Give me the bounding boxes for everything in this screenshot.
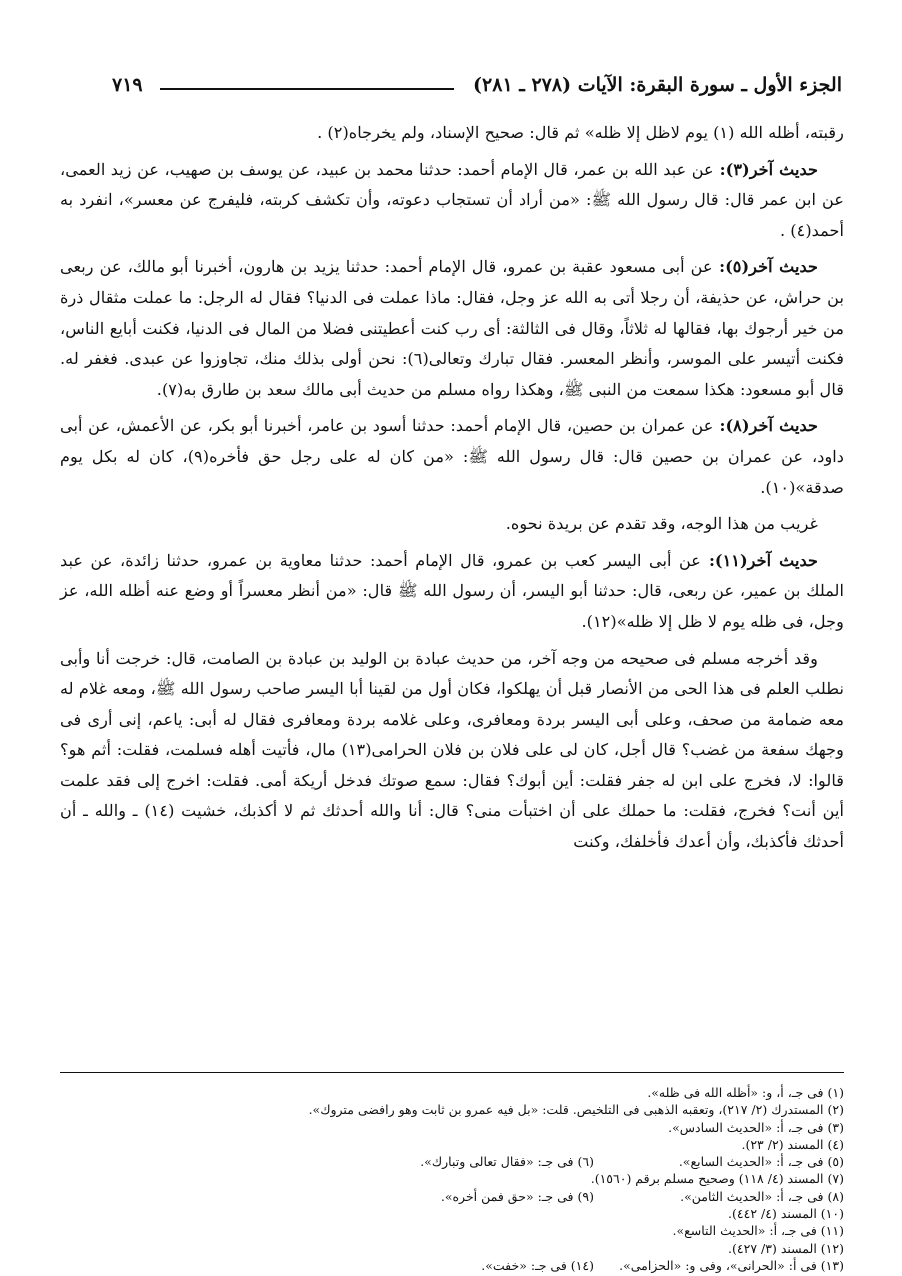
footnote: (٩) فى جـ: «حق فمن أخره».: [440, 1188, 594, 1204]
page-header: [112, 74, 842, 104]
footnote: (١١) فى جـ، أ: «الحديث التاسع».: [672, 1223, 844, 1239]
footnote: (٢) المستدرك (٢/ ٢١٧)، وتعقبه الذهبى فى التلخيص. قلت: «بل فيه عمرو بن ثابت وهو رافضى متروك».: [308, 1102, 844, 1118]
footnote-pair: [60, 1188, 844, 1205]
footnote: (١٢) المسند (٣/ ٤٢٧).: [728, 1240, 844, 1256]
paragraph-text: عن أبى اليسر كعب بن عمرو، قال الإمام أحمد: حدثنا معاوية بن عمرو، حدثنا زائدة، عن عبد الملك بن عمير، عن ربعى، قال: حدثنا أبو اليسر، أن رسول الله ﷺ قال: «من أنظر معسراً أو وضع عنه أظله الله، عز وجل، فى ظله يوم لا ظل إلا ظله»(١٢).: [60, 550, 844, 631]
main-text: [60, 118, 844, 864]
paragraph-text: رقبته، أظله الله (١) يوم لاظل إلا ظله» ثم قال: صحيح الإسناد، ولم يخرجاه(٢) .: [317, 123, 844, 142]
paragraph: [60, 155, 844, 247]
footnote-pair: [60, 1257, 844, 1274]
paragraph-lead: حديث آخر(٥):: [712, 257, 818, 277]
paragraph-text: غريب من هذا الوجه، وقد تقدم عن بريدة نحوه.: [505, 514, 818, 534]
paragraph-lead: حديث آخر(٨):: [713, 416, 818, 436]
paragraph-text: عن أبى مسعود عقبة بن عمرو، قال الإمام أحمد: حدثنا يزيد بن هارون، أخبرنا أبو مالك، عن ربعى بن حراش، عن حذيفة، أن رجلا أتى به الله عز وجل، فقال: ماذا عملت فى الدنيا؟ فقال له الرجل: ما عملت مثقال ذرة من خير أرجوك بها، فقالها له ثلاثاً، وقال فى الثالثة: أى رب كنت أعطيتنى فضلا من المال فى الدنيا، فكنت أبايع الناس، فكنت أتيسر على الموسر، وأنظر المعسر. فقال تبارك وتعالى(٦): نحن أولى بذلك منك، تجاوزوا عن عبدى. فغفر له. قال أبو مسعود: هكذا سمعت من النبى ﷺ، وهكذا رواه مسلم من حديث أبى مالك سعد بن طارق به(٧).: [60, 257, 844, 399]
footnote: (٨) فى جـ، أ: «الحديث الثامن».: [680, 1188, 844, 1204]
footnote: (١٣) فى أ: «الحرانى»، وفى و: «الحزامى».: [619, 1257, 844, 1273]
footnote: (٣) فى جـ، أ: «الحديث السادس».: [668, 1119, 844, 1135]
paragraph-text: وقد أخرجه مسلم فى صحيحه من وجه آخر، من حديث عبادة بن الوليد بن عبادة بن الصامت، قال: خرجت أنا وأبى نطلب العلم فى هذا الحى من الأنصار قبل أن يهلكوا، فكان أول من لقينا أبا اليسر صاحب رسول الله ﷺ، ومعه غلام له معه ضمامة من صحف، وعلى أبى اليسر بردة ومعافرى، وعلى غلامه بردة ومعافرى فقال له أبى: ياعم، إنى أرى فى وجهك سفعة من غضب؟ قال أجل، كان لى على فلان بن فلان الحرامى(١٣) مال، فأتيت أهله فسلمت، فقلت: أثم هو؟ قالوا: لا، فخرج على ابن له جفر فقلت: أين أبوك؟ فقال: سمع صوتك فدخل أريكة أمى. فقلت: اخرج إلى فقد علمت أين أنت؟ فخرج، فقلت: ما حملك على أن اختبأت منى؟ قال: أنا والله أحدثك ثم لا أكذبك، خشيت (١٤) ـ والله ـ أن أحدثك فأكذبك، وأن أعدك فأخلفك، وكنت: [60, 648, 844, 852]
paragraph: [60, 644, 844, 858]
footnote: (١) فى جـ، أ، و: «أظله الله فى ظله».: [647, 1085, 844, 1100]
footnote: (٥) فى جـ، أ: «الحديث السابع».: [678, 1154, 844, 1170]
paragraph: [60, 118, 844, 149]
header-rule: [160, 88, 454, 90]
running-title: الجزء الأول ـ سورة البقرة: الآيات (٢٧٨ ـ ٢٨١): [473, 74, 842, 96]
paragraph-text: عن عبد الله بن عمر، قال الإمام أحمد: حدثنا محمد بن عبيد، عن يوسف بن صهيب، عن زيد العمى، عن ابن عمر قال: قال رسول الله ﷺ: «من أراد أن تستجاب دعوته، وأن تكشف كربته، فليفرج عن معسر»، انفرد به أحمد(٤) .: [60, 159, 844, 240]
footnote: (١٠) المسند (٤/ ٤٤٢).: [728, 1206, 844, 1222]
paragraph-lead: حديث آخر(٣):: [713, 159, 818, 179]
paragraph: [60, 509, 844, 540]
paragraph-text: عن عمران بن حصين، قال الإمام أحمد: حدثنا أسود بن عامر، أخبرنا أبو بكر، عن الأعمش، عن أبى داود، عن عمران بن حصين قال: قال رسول الله ﷺ: «من كان له على رجل حق فأخره(٩)، كان له بكل يوم صدقة»(١٠).: [60, 416, 845, 497]
paragraph: [60, 546, 844, 638]
footnotes: [60, 1084, 844, 1274]
footnote: (٦) فى جـ: «فقال تعالى وتبارك».: [420, 1154, 594, 1170]
footnote-divider: [60, 1072, 844, 1073]
footnote: (٧) المسند (٤/ ١١٨) وصحيح مسلم برقم (١٥٦٠).: [590, 1171, 844, 1187]
paragraph-lead: حديث آخر(١١):: [700, 550, 818, 570]
page-number: ٧١٩: [112, 74, 143, 96]
paragraph: [60, 252, 844, 405]
paragraph: [60, 411, 844, 503]
footnote-pair: [60, 1153, 844, 1170]
footnote: (١٤) فى جـ: «خفت».: [481, 1257, 594, 1273]
footnote: (٤) المسند (٢/ ٢٣).: [741, 1136, 844, 1152]
